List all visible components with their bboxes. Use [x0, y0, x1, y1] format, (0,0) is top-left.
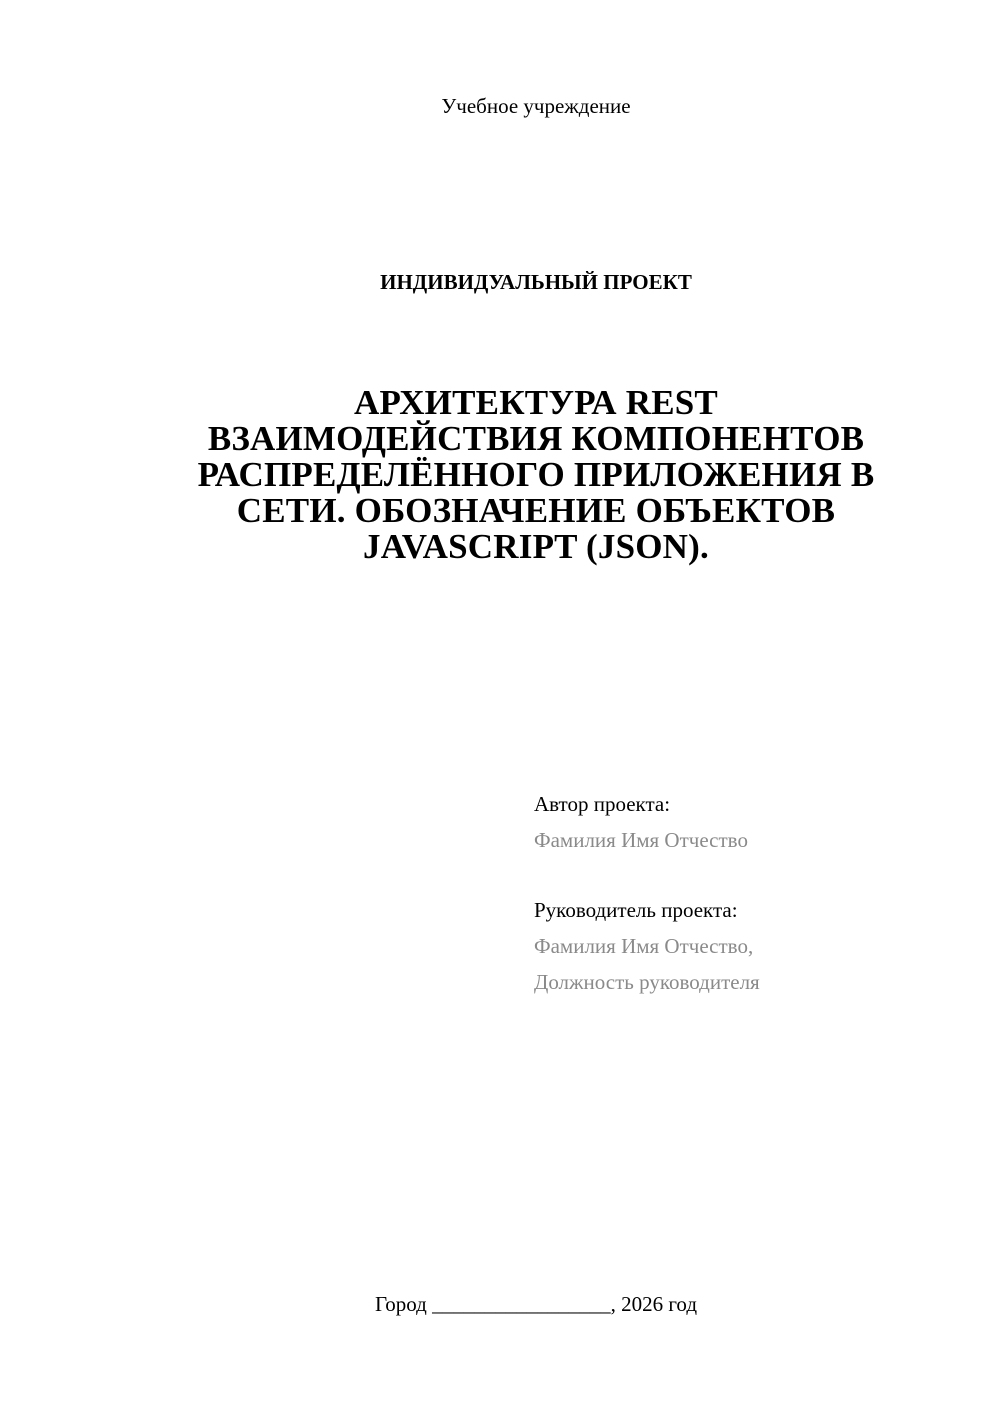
- supervisor-position-placeholder: Должность руководителя: [534, 970, 760, 994]
- author-block: [534, 786, 974, 858]
- title-line: JAVASCRIPT (JSON).: [363, 527, 709, 566]
- city-year-footer: Город _________________, 2026 год: [374, 1292, 698, 1316]
- project-type-heading: ИНДИВИДУАЛЬНЫЙ ПРОЕКТ: [380, 270, 692, 294]
- author-label: Автор проекта:: [534, 792, 671, 816]
- title-line: ВЗАИМОДЕЙСТВИЯ КОМПОНЕНТОВ: [207, 419, 865, 458]
- title-line: СЕТИ. ОБОЗНАЧЕНИЕ ОБЪЕКТОВ: [236, 491, 836, 530]
- title-line: РАСПРЕДЕЛЁННОГО ПРИЛОЖЕНИЯ В: [197, 455, 875, 494]
- title-line: АРХИТЕКТУРА REST: [354, 383, 718, 422]
- project-title: [140, 385, 932, 565]
- institution-name: Учебное учреждение: [441, 94, 631, 118]
- supervisor-block: [534, 892, 974, 1000]
- supervisor-name-placeholder: Фамилия Имя Отчество,: [534, 934, 754, 958]
- supervisor-label: Руководитель проекта:: [534, 898, 738, 922]
- author-name-placeholder: Фамилия Имя Отчество: [534, 828, 748, 852]
